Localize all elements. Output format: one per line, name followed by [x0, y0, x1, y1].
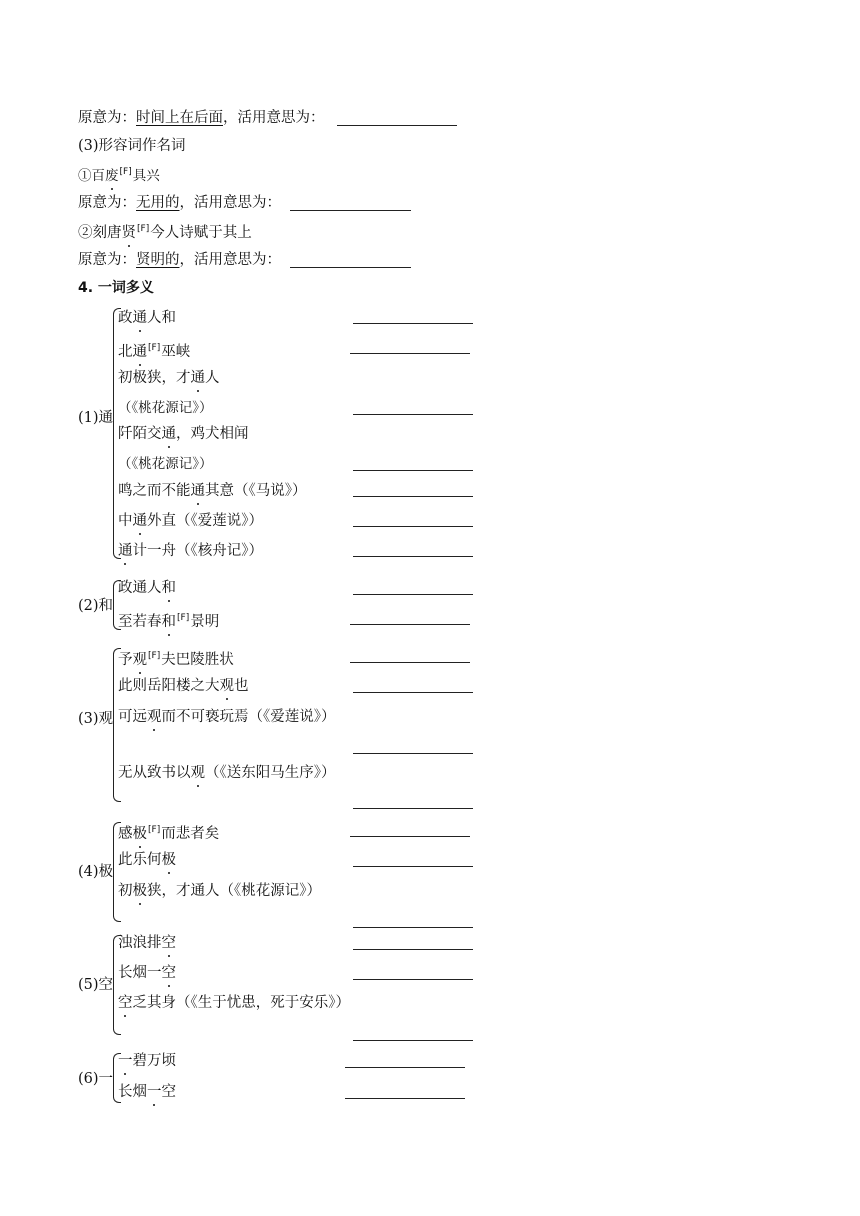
meaning-line-1: 原意为：时间上在后面，活用意思为： — [78, 110, 325, 126]
item-tong-2: 北通[F]巫峡 — [118, 343, 191, 360]
answer-blank[interactable] — [353, 753, 473, 754]
answer-blank[interactable] — [350, 836, 470, 837]
item-tong-3-source: （《桃花源记》） — [118, 400, 213, 416]
item-kong-2: 长烟一空 — [118, 965, 176, 981]
group-label-yi: (6)一 — [78, 1071, 114, 1087]
example-1: ①百废[F]具兴 — [78, 167, 160, 184]
answer-blank[interactable] — [353, 1040, 473, 1041]
answer-blank[interactable] — [350, 662, 470, 663]
group-label-he: (2)和 — [78, 598, 114, 614]
answer-blank[interactable] — [353, 808, 473, 809]
item-tong-4: 阡陌交通，鸡犬相闻 — [118, 426, 249, 442]
group-label-kong: (5)空 — [78, 977, 114, 993]
answer-blank[interactable] — [353, 692, 473, 693]
group-label-guan: (3)观 — [78, 711, 114, 727]
answer-blank[interactable] — [290, 267, 411, 268]
group-label-tong: (1)通 — [78, 410, 114, 426]
item-he-1: 政通人和 — [118, 580, 176, 596]
item-ji-3: 初极狭，才通人（《桃花源记》） — [118, 883, 321, 899]
item-tong-3: 初极狭，才通人 — [118, 370, 220, 386]
answer-blank[interactable] — [353, 526, 473, 527]
answer-blank[interactable] — [353, 949, 473, 950]
answer-blank[interactable] — [353, 866, 473, 867]
answer-blank[interactable] — [337, 125, 457, 126]
item-tong-4-source: （《桃花源记》） — [118, 456, 213, 472]
answer-blank[interactable] — [353, 414, 473, 415]
answer-blank[interactable] — [353, 927, 473, 928]
item-tong-1: 政通人和 — [118, 310, 176, 326]
item-kong-3: 空乏其身（《生于忧患，死于安乐》） — [118, 995, 350, 1011]
answer-blank[interactable] — [353, 594, 473, 595]
section-4-title: 4. 一词多义 — [78, 280, 154, 296]
answer-blank[interactable] — [353, 470, 473, 471]
answer-blank[interactable] — [353, 323, 473, 324]
example-2: ②刻唐贤[F]今人诗赋于其上 — [78, 224, 252, 241]
item-he-2: 至若春和[F]景明 — [118, 613, 220, 630]
answer-blank[interactable] — [353, 556, 473, 557]
meaning-line-2: 原意为：无用的，活用意思为： — [78, 195, 281, 211]
item-yi-2: 长烟一空 — [118, 1084, 176, 1100]
answer-blank[interactable] — [345, 1098, 465, 1099]
item-tong-6: 中通外直（《爱莲说》） — [118, 513, 263, 529]
answer-blank[interactable] — [290, 210, 411, 211]
answer-blank[interactable] — [350, 624, 470, 625]
answer-blank[interactable] — [350, 353, 470, 354]
meaning-line-3: 原意为：贤明的，活用意思为： — [78, 252, 281, 268]
group-label-ji: (4)极 — [78, 864, 114, 880]
answer-blank[interactable] — [353, 979, 473, 980]
item-tong-7: 通计一舟（《核舟记》） — [118, 543, 263, 559]
item-ji-2: 此乐何极 — [118, 852, 176, 868]
item-tong-5: 鸣之而不能通其意（《马说》） — [118, 483, 307, 499]
item-kong-1: 浊浪排空 — [118, 935, 176, 951]
item-guan-3: 可远观而不可亵玩焉（《爱莲说》） — [118, 709, 336, 725]
section-3-title: (3)形容词作名词 — [78, 138, 186, 154]
item-yi-1: 一碧万顷 — [118, 1053, 176, 1069]
item-guan-1: 予观[F]夫巴陵胜状 — [118, 651, 234, 668]
answer-blank[interactable] — [353, 496, 473, 497]
item-ji-1: 感极[F]而悲者矣 — [118, 825, 220, 842]
item-guan-4: 无从致书以观（《送东阳马生序》） — [118, 765, 336, 781]
item-guan-2: 此则岳阳楼之大观也 — [118, 678, 249, 694]
answer-blank[interactable] — [345, 1067, 465, 1068]
